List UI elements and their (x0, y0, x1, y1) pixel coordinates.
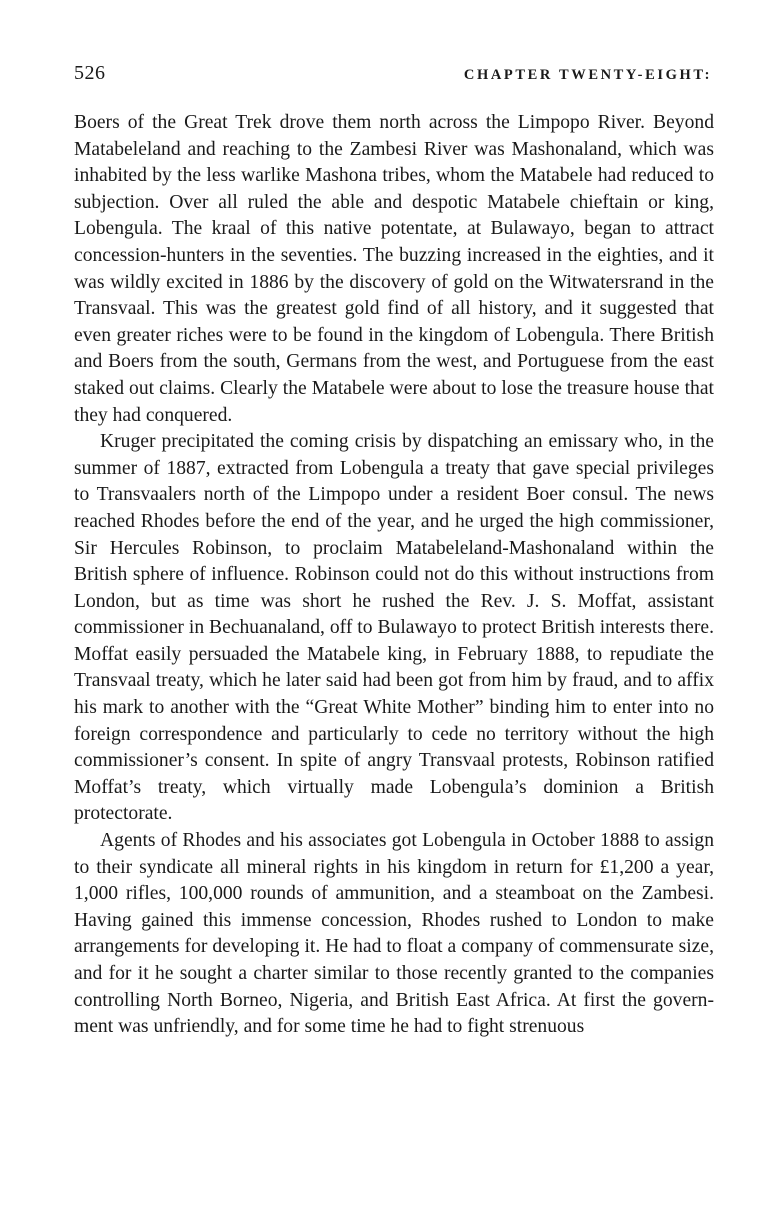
running-head (74, 62, 714, 102)
paragraph-1: Boers of the Great Trek drove them north across the Limpopo River. Beyond Matabeleland and reaching to the Zambesi River was Mashonaland, which was inhabited by the less warlike Mashona tribes, whom the Matabele had reduced to subjection. Over all ruled the able and despotic Matabele chieftain or king, Lobengula. The kraal of this native potentate, at Bulawayo, began to attract concession-hunters in the seventies. The buzzing increased in the eighties, and it was wildly excited in 1886 by the discovery of gold on the Witwatersrand in the Transvaal. This was the greatest gold find of all history, and it suggested that even greater riches were to be found in the kingdom of Lobengula. There British and Boers from the south, Germans from the west, and Portuguese from the east staked out claims. Clearly the Matabele were about to lose the treasure house that they had conquered. (74, 112, 714, 426)
book-page (74, 62, 714, 1041)
paragraph-3: Agents of Rhodes and his associates got Lobengula in October 1888 to assign to their syndicate all mineral rights in his kingdom in return for £1,200 a year, 1,000 rifles, 100,000 rounds of ammunition, and a steamboat on the Zambesi. Having gained this immense concession, Rhodes rushed to London to make arrangements for developing it. He had to float a company of commensurate size, and for it he sought a charter similar to those recently granted to the companies controlling North Borneo, Nigeria, and British East Africa. At first the government was unfriendly, and for some time he had to fight strenuous (74, 830, 714, 1038)
paragraph-2: Kruger precipitated the coming crisis by dispatching an emissary who, in the summer of 1887, extracted from Lobengula a treaty that gave special privileges to Transvaalers north of the Limpopo under a resident Boer consul. The news reached Rhodes before the end of the year, and he urged the high commissioner, Sir Hercules Robinson, to proclaim Matabeleland-Mashonaland within the British sphere of influence. Robinson could not do this without instructions from London, but as time was short he rushed the Rev. J. S. Moffat, assistant commissioner in Bechuanaland, off to Bulawayo to protect British interests there. Moffat easily persuaded the Matabele king, in February 1888, to repudiate the Transvaal treaty, which he later said had been got from him by fraud, and to affix his mark to another with the “Great White Mother” binding him to enter into no foreign correspondence and particularly to cede no territory without the high commissioner’s consent. In spite of angry Transvaal protests, Robinson ratified Moffat’s treaty, which virtually made Lobengula’s dominion a British protectorate. (74, 431, 714, 825)
page-number: 526 (74, 62, 106, 84)
body-text (74, 110, 714, 1041)
chapter-heading: CHAPTER TWENTY-EIGHT: (463, 67, 712, 83)
